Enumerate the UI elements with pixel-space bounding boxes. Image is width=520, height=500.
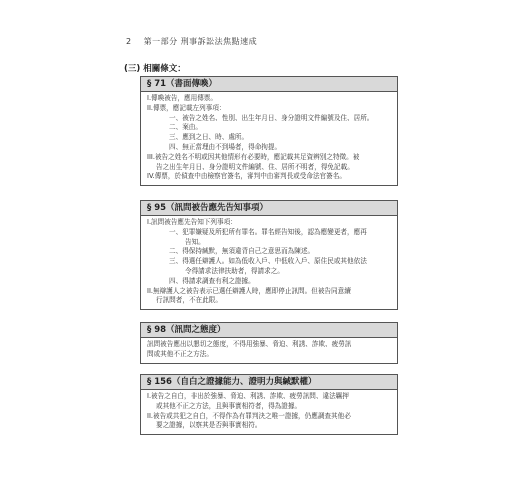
article-line: 問或其他不正之方法。 [147, 349, 213, 358]
clause-marker: IV. [147, 172, 155, 181]
article-line [147, 267, 391, 277]
clause-marker: III. [147, 152, 155, 161]
article-line: 訊問被告應出以懇切之態度，不得用強暴、脅迫、利誘、詐欺、疲勞訊 [147, 340, 352, 348]
article-line [147, 94, 391, 104]
item-marker: 二、 [169, 123, 183, 132]
item-marker: 四、 [169, 276, 183, 285]
clause-text: 被告或共犯之自白，不得作為有罪判決之唯一證據，仍應調查其他必 [153, 411, 351, 420]
clause-text: 被告之姓名不明或因其他情形有必要時，應記載其足資辨別之特徵。被 [154, 152, 360, 161]
item-marker: 二、 [169, 247, 183, 256]
item-text: 無正當理由不到場者，得命拘提。 [182, 142, 282, 151]
clause-marker: I. [147, 94, 152, 102]
article-line [147, 114, 391, 124]
item-marker: 一、 [169, 227, 183, 236]
clause-marker: II. [147, 411, 153, 420]
article-body [141, 390, 397, 434]
book-part-title: 第一部分 刑事訴訟法焦點速成 [143, 37, 258, 46]
article-line [147, 133, 391, 143]
article-title: § 156（自白之證據能力、證明力與緘默權） [141, 375, 397, 390]
article-box-71 [140, 76, 398, 186]
article-line [147, 163, 391, 173]
article-box-98 [140, 322, 398, 364]
article-line [147, 153, 391, 163]
article-line [147, 123, 391, 133]
item-text: 案由。 [182, 123, 202, 132]
article-line [147, 238, 391, 248]
clause-text: 要之證據，以察其是否與事實相符。 [156, 421, 262, 430]
article-line [147, 143, 391, 153]
item-text: 告知。 [185, 237, 205, 246]
item-text: 得請求調查有利之證據。 [182, 276, 255, 285]
item-marker: 一、 [169, 113, 183, 122]
clause-text: 傳喚被告，應用傳票。 [151, 94, 217, 102]
clause-marker: I. [147, 392, 152, 400]
article-line [147, 421, 391, 431]
item-text: 應到之日、時、處所。 [182, 133, 249, 142]
clause-text: 傳票，應記載左列事項： [153, 103, 226, 112]
article-body [141, 92, 397, 185]
clause-text: 傳票，於偵查中由檢察官簽名，審判中由審判長或受命法官簽名。 [154, 172, 346, 181]
article-line [147, 402, 391, 412]
article-line [147, 392, 391, 402]
article-line [147, 172, 391, 182]
item-marker: 四、 [169, 142, 183, 151]
article-line [147, 218, 391, 228]
item-text: 犯罪嫌疑及所犯所有罪名。罪名經告知後，認為應變更者，應再 [182, 227, 367, 236]
article-title: § 71（書面傳喚） [141, 77, 397, 92]
clause-text: 被告之自白，非出於強暴、脅迫、利誘、詐欺、疲勞訊問、違法羈押 [151, 392, 349, 400]
article-line [147, 247, 391, 257]
article-line [147, 228, 391, 238]
page-number: 2 [126, 37, 132, 46]
article-box-156 [140, 374, 398, 435]
article-line [147, 257, 391, 267]
clause-marker: II. [147, 103, 153, 112]
item-marker: 三、 [169, 257, 183, 266]
item-text: 得選任辯護人。如為低收入戶、中低收入戶、原住民或其他依法 [182, 257, 367, 266]
item-marker: 三、 [169, 133, 183, 142]
article-body [141, 216, 397, 309]
article-box-95 [140, 200, 398, 310]
item-text: 被告之姓名、性別、出生年月日、身分證明文件編號及住、居所。 [182, 113, 374, 122]
clause-marker: I. [147, 218, 152, 226]
section-heading: (三) 相關條文： [124, 64, 186, 74]
running-header [126, 36, 257, 47]
clause-text: 無辯護人之被告表示已選任辯護人時，應即停止訊問。但被告同意續 [153, 286, 351, 295]
article-line [147, 412, 391, 422]
clause-text: 或其他不正之方法，且與事實相符者，得為證據。 [156, 401, 302, 410]
item-text: 令得請求法律扶助者，得請求之。 [185, 266, 284, 275]
article-title: § 95（訊問被告應先告知事項） [141, 201, 397, 216]
item-text: 得保持緘默，無須違背自己之意思而為陳述。 [182, 247, 315, 256]
article-line [147, 277, 391, 287]
article-body [141, 338, 397, 363]
article-line [147, 287, 391, 297]
article-line [147, 296, 391, 306]
clause-text: 訊問被告應先告知下列事項： [151, 218, 237, 226]
clause-text: 行訊問者，不在此限。 [156, 296, 222, 305]
clause-text: 告之出生年月日、身分證明文件編號、住、居所不明者，得免記載。 [156, 162, 354, 171]
article-title: § 98（訊問之態度） [141, 323, 397, 338]
clause-marker: II. [147, 286, 153, 295]
article-line [147, 104, 391, 114]
